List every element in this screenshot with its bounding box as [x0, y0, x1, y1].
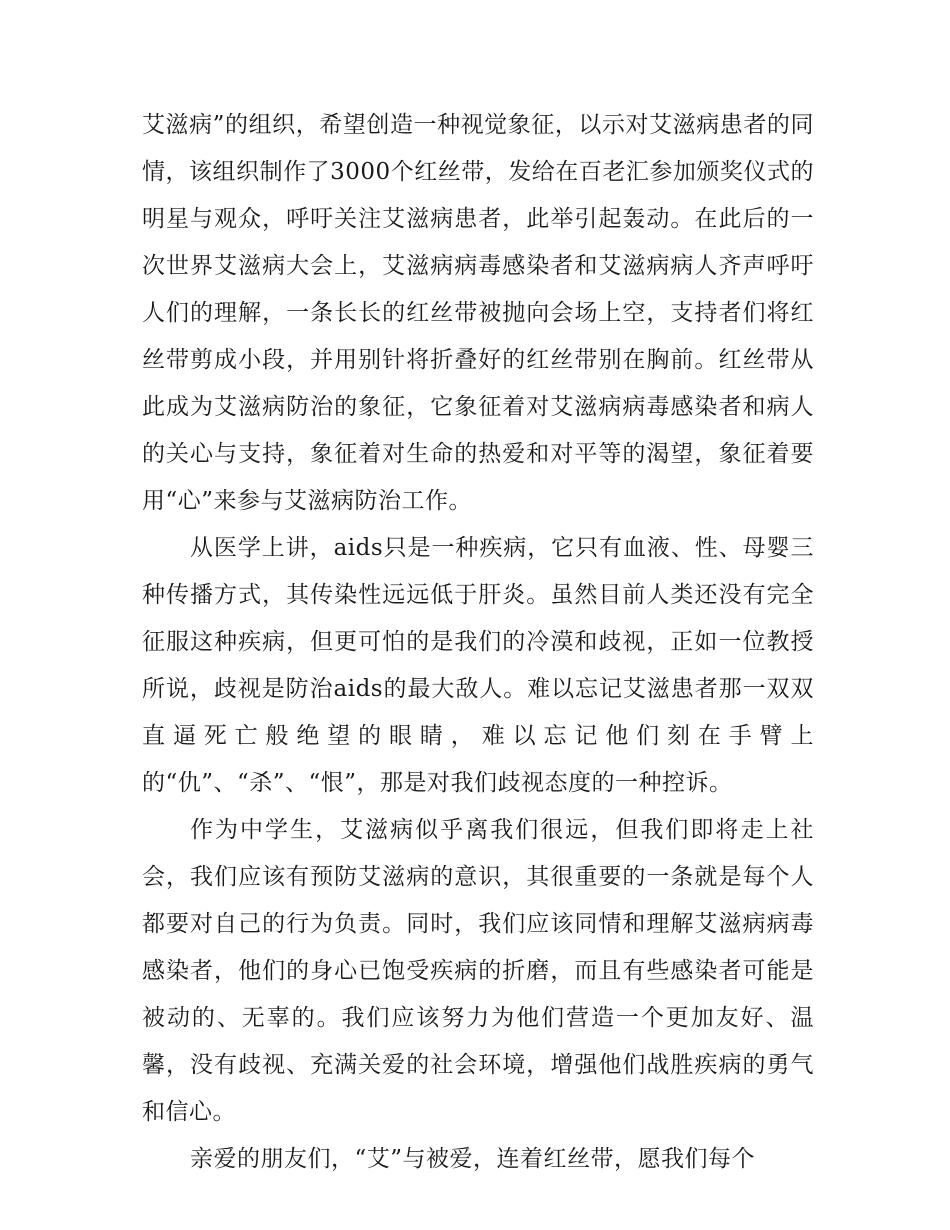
- paragraph-students: 作为中学生，艾滋病似乎离我们很远，但我们即将走上社会，我们应该有预防艾滋病的意识，其很重要的一条就是每个人都要对自己的行为负责。同时，我们应该同情和理解艾滋病病毒感染者，他们的身心已饱受疾病的折磨，而且有些感染者可能是被动的、无辜的。我们应该努力为他们营造一个更加友好、温馨，没有歧视、充满关爱的社会环境，增强他们战胜疾病的勇气和信心。: [142, 817, 814, 1125]
- paragraph-medical: 从医学上讲，aids只是一种疾病，它只有血液、性、母婴三种传播方式，其传染性远远低于肝炎。虽然目前人类还没有完全征服这种疾病，但更可怕的是我们的冷漠和歧视，正如一位教授所说，歧视是防治aids的最大敌人。难以忘记艾滋患者那一双双直逼死亡般绝望的眼睛，难以忘记他们刻在手臂上的“仇”、“杀”、“恨”，那是对我们歧视态度的一种控诉。: [142, 535, 814, 796]
- document-body: [142, 102, 814, 1183]
- paragraph-closing: 亲爱的朋友们，“艾”与被爱，连着红丝带，愿我们每个: [190, 1146, 756, 1172]
- paragraph-continued: 艾滋病”的组织，希望创造一种视觉象征，以示对艾滋病患者的同情，该组织制作了3000个红丝带，发给在百老汇参加颁奖仪式的明星与观众，呼吁关注艾滋病患者，此举引起轰动。在此后的一次世界艾滋病大会上，艾滋病病毒感染者和艾滋病病人齐声呼吁人们的理解，一条长长的红丝带被抛向会场上空，支持者们将红丝带剪成小段，并用别针将折叠好的红丝带别在胸前。红丝带从此成为艾滋病防治的象征，它象征着对艾滋病病毒感染者和病人的关心与支持，象征着对生命的热爱和对平等的渴望，象征着要用“心”来参与艾滋病防治工作。: [142, 112, 814, 514]
